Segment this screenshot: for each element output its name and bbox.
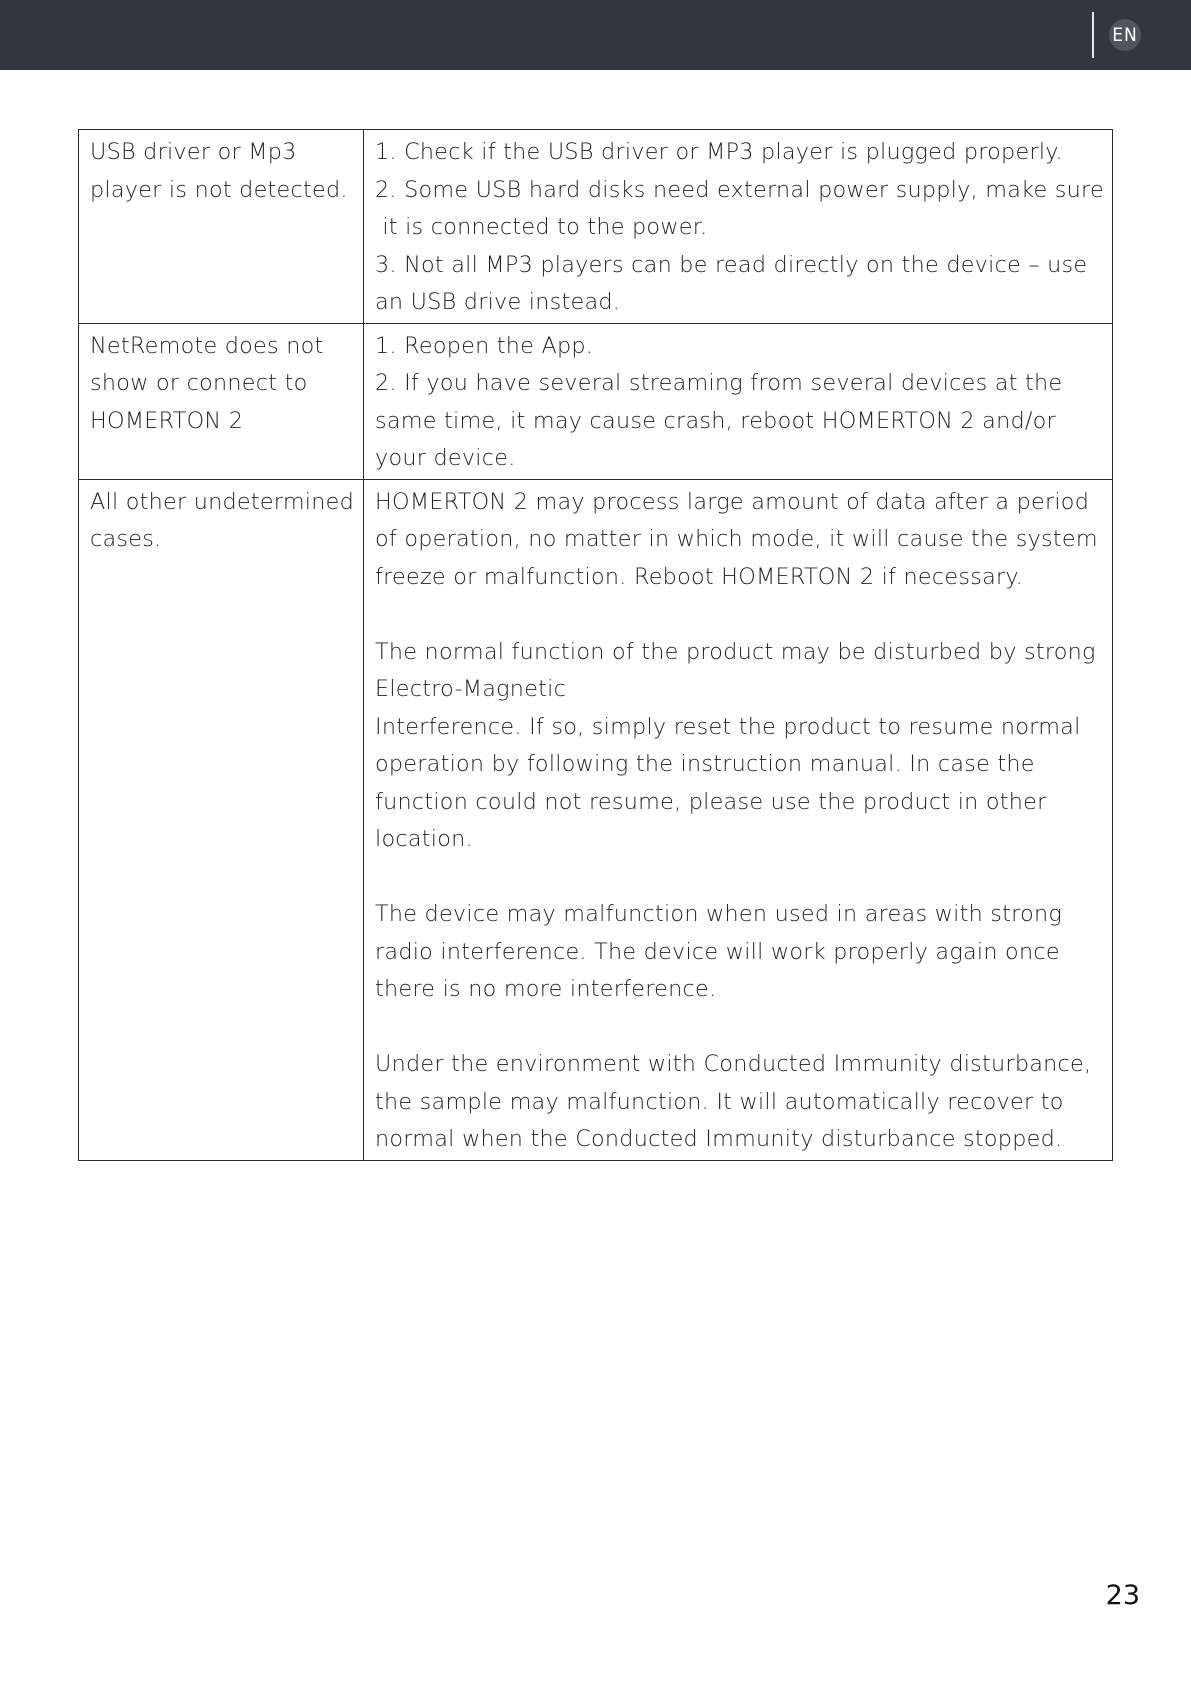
solution-line: 1. Reopen the App. — [375, 332, 594, 359]
header-bar — [0, 0, 1191, 70]
header-divider — [1092, 12, 1094, 58]
troubleshooting-table — [78, 129, 1113, 1161]
solution-line: Interference. If so, simply reset the product to resume normal — [375, 713, 1081, 740]
solution-line: an USB drive instead. — [375, 289, 621, 315]
solution-cell — [364, 323, 1113, 479]
solution-line: function could not resume, please use the product in other — [375, 788, 1047, 815]
solution-line: 3. Not all MP3 players can be read directly on the device – use — [375, 251, 1088, 278]
solution-line: your device. — [375, 445, 516, 471]
solution-cell — [364, 130, 1113, 324]
solution-paragraph — [375, 484, 1102, 597]
solution-line: the sample may malfunction. It will automatically recover to — [375, 1088, 1064, 1115]
solution-cell — [364, 479, 1113, 1160]
page-number: 23 — [1105, 1580, 1140, 1611]
solution-paragraph — [375, 896, 1102, 1009]
table-row — [79, 130, 1113, 324]
problem-line: cases. — [90, 526, 162, 552]
problem-line: show or connect to — [90, 370, 308, 396]
problem-line: USB driver or Mp3 — [90, 139, 297, 165]
solution-line: there is no more interference. — [375, 976, 717, 1002]
problem-line: player is not detected. — [90, 176, 348, 203]
solution-line: 2. Some USB hard disks need external power supply, make sure — [375, 176, 1104, 203]
solution-line: of operation, no matter in which mode, it will cause the system — [375, 526, 1098, 552]
solution-line: location. — [375, 826, 473, 852]
solution-line: radio interference. The device will work properly again once — [375, 938, 1060, 965]
solution-line: 1. Check if the USB driver or MP3 player is plugged properly. — [375, 139, 1063, 165]
problem-cell — [79, 323, 364, 479]
problem-line: NetRemote does not — [90, 332, 324, 359]
table-row — [79, 323, 1113, 479]
solution-line: The normal function of the product may be disturbed by strong — [375, 638, 1096, 665]
solution-line: Under the environment with Conducted Immunity disturbance, — [375, 1051, 1092, 1077]
solution-line: 2. If you have several streaming from several devices at the — [375, 370, 1063, 396]
problem-line: HOMERTON 2 — [90, 407, 244, 434]
problem-cell — [79, 479, 364, 1160]
solution-line: freeze or malfunction. Reboot HOMERTON 2 if necessary. — [375, 563, 1024, 590]
solution-line: it is connected to the power. — [375, 214, 708, 240]
problem-cell — [79, 130, 364, 324]
solution-line: Electro-Magnetic — [375, 676, 567, 702]
solution-paragraph — [375, 134, 1102, 322]
solution-paragraph — [375, 1046, 1102, 1159]
table-row — [79, 479, 1113, 1160]
solution-line: normal when the Conducted Immunity disturbance stopped. — [375, 1126, 1063, 1152]
problem-line: All other undetermined — [90, 488, 355, 515]
solution-paragraph — [375, 328, 1102, 478]
solution-line: HOMERTON 2 may process large amount of data after a period — [375, 488, 1090, 515]
solution-line: The device may malfunction when used in areas with strong — [375, 901, 1062, 927]
solution-paragraph — [375, 634, 1102, 859]
solution-line: same time, it may cause crash, reboot HOMERTON 2 and/or — [375, 407, 1056, 434]
solution-line: operation by following the instruction manual. In case the — [375, 751, 1035, 777]
language-badge: EN — [1109, 19, 1141, 51]
